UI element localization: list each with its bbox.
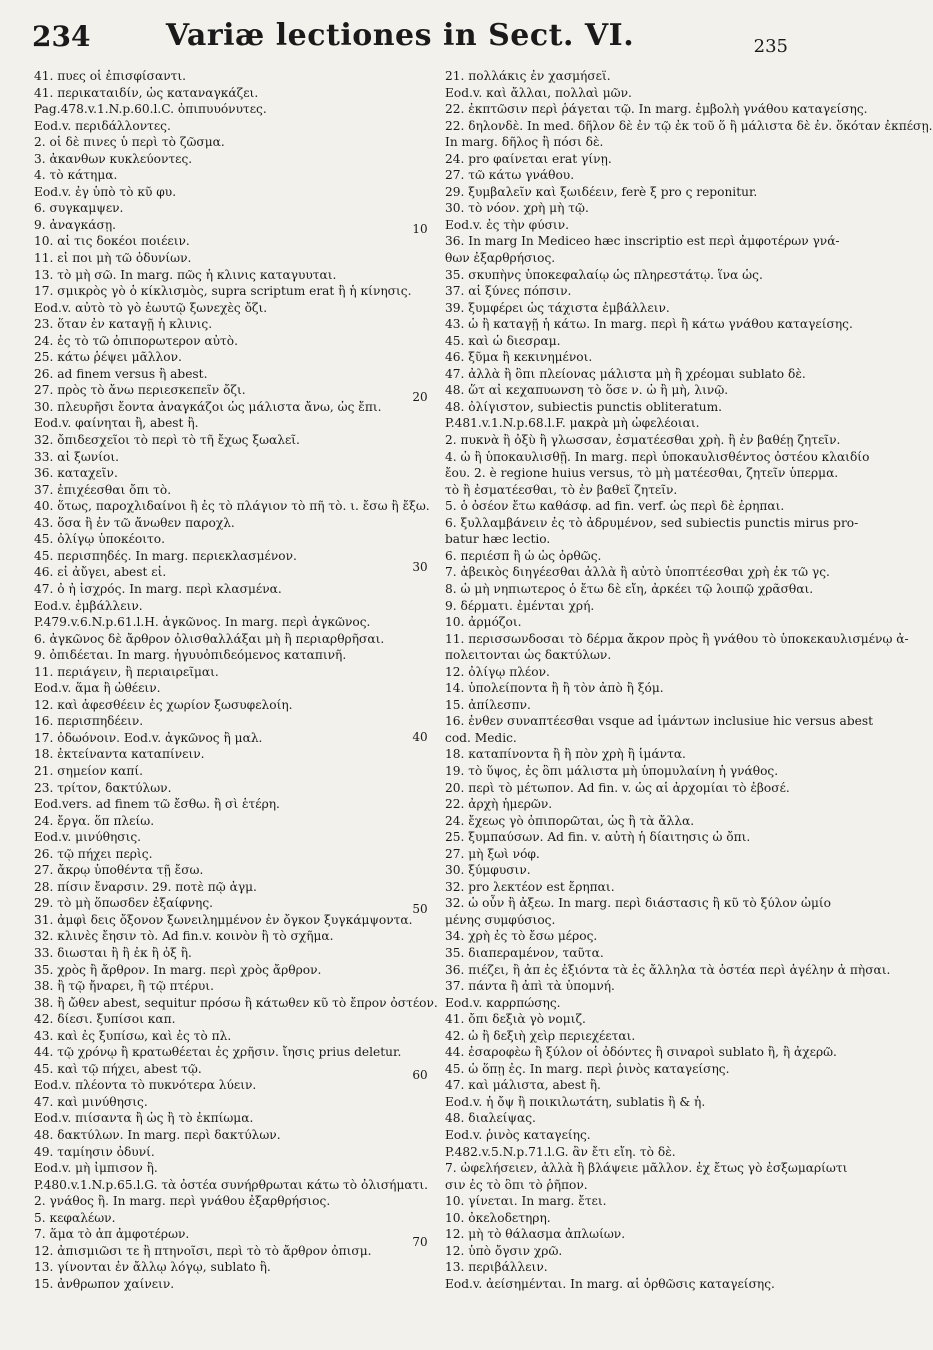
margin-line-number: 60 bbox=[412, 1068, 428, 1082]
text-line: batur hæc lectio. bbox=[445, 532, 551, 547]
text-line: 29. ξυμβαλεῖν καὶ ξωιδέειν, ferè ξ pro ς reponitur. bbox=[445, 184, 758, 199]
text-line: Eod.v. μὴ ἰμπισον ἢ. bbox=[34, 1161, 158, 1176]
text-line: 43. ὡ ἢ καταγῇ ἡ κάτω. In marg. περὶ ἢ κάτω γνάθου καταγείσης. bbox=[445, 317, 853, 332]
text-line: 25. κάτω ῥέψει μᾶλλον. bbox=[34, 350, 182, 365]
text-line: 16. ἐνθεν συναπτέεσθαι vsque ad ἱμάντων inclusiue hic versus abest bbox=[445, 714, 873, 729]
text-line: 6. ξυλλαμβάνειν ἐς τὸ ἀδρυμένον, sed subiectis punctis mirus pro- bbox=[445, 515, 859, 530]
text-line: 10. ὀκελοδετηρη. bbox=[445, 1210, 551, 1225]
text-line: 48. δακτύλων. In marg. περὶ δακτύλων. bbox=[34, 1128, 281, 1142]
text-line: μένης συμφύσιος. bbox=[445, 912, 556, 927]
text-line: 27. τῶ κάτω γνάθου. bbox=[445, 168, 575, 183]
text-line: 41. πυες οἱ ἐπισφίσαντι. bbox=[34, 69, 186, 83]
text-line: 10. γίνεται. In marg. ἔτει. bbox=[445, 1194, 607, 1209]
text-line: 46. εἰ ἀὔγει, abest εἰ. bbox=[34, 565, 167, 580]
text-line: 11. περιάγειν, ἢ περιαιρεῖμαι. bbox=[34, 664, 219, 679]
text-line: 24. ἔργα. ὅπ πλείω. bbox=[34, 813, 155, 828]
text-line: 21. σημείον καπί. bbox=[34, 763, 144, 778]
text-line: 6. περιέσπ ἢ ὡ ὡς ὀρθῶς. bbox=[445, 548, 602, 563]
text-line: 37. πάντα ἢ ἀπὶ τὰ ὑπομνή. bbox=[445, 979, 615, 994]
text-line: 22. δηλονδὲ. In med. δῆλον δὲ ἐν τῷ ἐκ τοῦ ὅ ἢ μάλιστα δὲ ἐν. ὅκόταν ἐκπέσῃ. bbox=[445, 118, 933, 133]
page-header bbox=[0, 0, 800, 72]
text-line: 41. περικαταιδίν, ὡς καταναγκάζει. bbox=[34, 85, 259, 100]
text-line: 21. πολλάκις ἐν χασμήσεϊ. bbox=[445, 69, 611, 83]
text-line: 43. ὅσα ἢ ἐν τῶ ἄνωθεν παροχλ. bbox=[34, 515, 235, 530]
text-line: 12. ὀλίγῳ πλέον. bbox=[445, 664, 550, 679]
text-line: Eod.v. ἀείσημένται. In marg. αἱ ὀρθῶσις καταγείσης. bbox=[445, 1276, 775, 1291]
text-line: 45. περισπηδές. In marg. περιεκλασμένον. bbox=[34, 548, 297, 563]
text-line: 48. ὥτ αἰ κεχαπυωνση τὸ ὅσε ν. ὡ ἢ μὴ, λινῷ. bbox=[445, 383, 729, 398]
text-line: ἔου. 2. è regione huius versus, τὸ μὴ ματέεσθαι, ζητεῖν ὑπερμα. bbox=[445, 466, 839, 481]
text-line: 2. οἱ δὲ πινες ὑ περὶ τὸ ζῶσμα. bbox=[34, 135, 225, 150]
text-line: 36. πιέζει, ἢ ἀπ ἐς ἐξιόντα τὰ ἐς ἄλληλα τὰ ὀστέα περὶ ἀγέλην ἀ πὴσαι. bbox=[445, 962, 891, 977]
text-line: 5. κεφαλέων. bbox=[34, 1210, 116, 1225]
margin-line-number: 70 bbox=[412, 1235, 428, 1249]
text-line: 35. διαπεραμένον, ταῦτα. bbox=[445, 945, 604, 960]
text-line: P.480.v.1.N.p.65.l.G. τὰ ὀστέα συνήρθρωται κάτω τὸ ὀλισήματι. bbox=[34, 1177, 429, 1192]
text-line: 38. ἢ ὤθεν abest, sequitur πρόσω ἢ κάτωθεν κῦ τὸ ἔπρον ὀστέον. bbox=[34, 995, 438, 1010]
text-line: 15. ἀνθρωπον χαίνειν. bbox=[34, 1276, 175, 1291]
text-line: Eod.v. αὐτὸ τὸ γὸ ἑωυτῷ ξωνεχὲς ὄζι. bbox=[34, 300, 268, 315]
text-line: 12. ὑπὸ ὄγσιν χρῶ. bbox=[445, 1243, 563, 1258]
text-line: 35. σκυπὴνς ὑποκεφαλαίῳ ὡς πληρεστάτῳ. ἵνα ὡς. bbox=[445, 267, 763, 282]
margin-line-number: 10 bbox=[412, 222, 428, 236]
text-line: 19. τὸ ὕψος, ἐς ὃπι μάλιστα μὴ ὑπομυλαίνη ἡ γνάθος. bbox=[445, 763, 779, 778]
text-line: 18. ἐκτείναντα καταπίνειν. bbox=[34, 747, 205, 762]
text-line: 49. ταμίησιν ὀδυνί. bbox=[34, 1144, 155, 1159]
text-line: Eod.v. καὶ ἄλλαι, πολλαὶ μῶν. bbox=[445, 85, 632, 100]
text-line: cod. Medic. bbox=[445, 730, 517, 745]
text-line: 8. ὡ μὴ νηπιωτερος ὁ ἔτω δὲ εἴη, ἀρκέει τῷ λοιπῷ χρᾶσθαι. bbox=[445, 581, 814, 596]
margin-line-number: 20 bbox=[412, 390, 428, 404]
text-line: 42. δίεσι. ξυπίσοι καπ. bbox=[34, 1012, 176, 1027]
text-line: 27. μὴ ξωὶ νόφ. bbox=[445, 846, 540, 861]
text-line: 45. ὀλίγῳ ὑποκέοιτο. bbox=[34, 532, 165, 547]
text-line: 32. pro λεκτέον est ἔρηπαι. bbox=[445, 879, 615, 894]
text-line: 42. ὡ ἢ δεξιὴ χεὶρ περιεχέεται. bbox=[445, 1028, 636, 1043]
text-line: 41. ὄπι δεξιὰ γὸ νομιζ. bbox=[445, 1012, 586, 1027]
text-line: 12. μὴ τὸ θάλασμα ἀπλωίων. bbox=[445, 1227, 626, 1242]
text-line: Pag.478.v.1.N.p.60.l.C. ὀπιπυυόνυτες. bbox=[34, 102, 267, 117]
text-line: 24. ἐς τὸ τῶ ὀπιπορωτερον αὐτὸ. bbox=[34, 333, 239, 348]
text-line: 11. περισσωνδοσαι τὸ δέρμα ἄκρον πρὸς ἢ γνάθου τὸ ὑποκεκαυλισμένῳ ἀ- bbox=[445, 631, 909, 646]
text-line: 25. ξυμπαύσων. Ad fin. v. αὐτὴ ἡ δίαιτησις ὡ ὄπι. bbox=[445, 830, 751, 845]
text-line: 28. πίσιν ἔναρσιν. 29. ποτὲ πῷ ἀγμ. bbox=[34, 879, 257, 894]
text-line: 13. περιβάλλειν. bbox=[445, 1260, 548, 1275]
text-line: τὸ ἢ ἐσματέεσθαι, τὸ ἐν βαθεῖ ζητεῖν. bbox=[445, 482, 678, 497]
text-line: 3. ἀκανθων κυκλεύοντες. bbox=[34, 151, 193, 166]
text-line: 45. καὶ ὡ διεσραμ. bbox=[445, 333, 561, 348]
text-line: 6. ἀγκῶνος δὲ ἄρθρον ὀλισθαλλάξαι μὴ ἢ περιαρθρῆσαι. bbox=[34, 631, 385, 646]
text-line: 36. καταχεῖν. bbox=[34, 466, 118, 481]
text-line: 17. ὀδωόνοιν. Eod.v. ἀγκῶνος ἢ μαλ. bbox=[34, 730, 263, 745]
text-line: 13. τὸ μὴ σῶ. In marg. πῶς ἡ κλινις καταγυυται. bbox=[34, 267, 337, 282]
text-line: 9. δέρματι. ἐμένται χρή. bbox=[445, 598, 595, 613]
text-line: 29. τὸ μὴ ὅπωσδεν ἐξαίφνης. bbox=[34, 896, 214, 911]
text-line: 48. διαλείψας. bbox=[445, 1111, 536, 1126]
text-line: 32. ὡ οὖν ἢ ἀξεω. In marg. περὶ διάστασις ἢ κῦ τὸ ξύλον ὠμίο bbox=[445, 896, 832, 911]
text-line: 46. ξῦμα ἢ κεκινημένοι. bbox=[445, 350, 593, 365]
text-line: 9. ὀπιδέεται. In marg. ἡγυυὀπιδεόμενος καταπινῆ. bbox=[34, 648, 347, 663]
text-line: 27. ἄκρῳ ὑποθέντα τῇ ἔσω. bbox=[34, 863, 204, 878]
text-line: 32. κλινὲς ἔησιν τὸ. Ad fin.v. κοινὸν ἢ τὸ σχῆμα. bbox=[34, 929, 334, 944]
text-line: In marg. δῆλος ἢ πόσι δὲ. bbox=[445, 135, 604, 150]
text-line: 5. ὁ ὀσέον ἔτω καθάσφ. ad fin. verf. ὡς περὶ δὲ ἐρηπαι. bbox=[445, 499, 785, 514]
text-line: 24. pro φαίνεται erat γίνῃ. bbox=[445, 151, 612, 166]
text-line: 13. γίνονται ἐν ἄλλῳ λόγῳ, sublato ἢ. bbox=[34, 1260, 271, 1275]
text-line: 39. ξυμφέρει ὡς τάχιστα ἐμβάλλειν. bbox=[445, 300, 670, 315]
text-line: 38. ἢ τῷ ἤναρει, ἢ τῷ πτέρυι. bbox=[34, 979, 214, 994]
right-column bbox=[445, 68, 933, 1292]
text-line: 37. ἐπιχέεσθαι ὄπι τὸ. bbox=[34, 482, 172, 497]
text-line: 31. ἀμφὶ δεις ὄξονον ξωνειλημμένον ἐν ὄγκον ξυγκάμψοντα. bbox=[34, 912, 413, 927]
text-line: 47. ἀλλὰ ἢ ὃπι πλείονας μάλιστα μὴ ἢ χρέομαι sublato δὲ. bbox=[445, 366, 806, 381]
page-number-right: 235 bbox=[753, 36, 788, 57]
text-line: 24. ἔχεως γὸ ὀπιπορῶται, ὡς ἢ τὰ ἄλλα. bbox=[445, 813, 695, 828]
text-line: 23. ὅταν ἐν καταγῇ ἡ κλινις. bbox=[34, 317, 213, 332]
text-line: 2. πυκνὰ ἢ ὀξὺ ἢ γλωσσαν, ἐσματέεσθαι χρὴ. ἢ ἐν βαθέῃ ζητεῖν. bbox=[445, 433, 841, 448]
text-line: 22. ἐκπτῶσιν περὶ ῥάγεται τῷ. In marg. ἐμβολὴ γνάθου καταγείσης. bbox=[445, 102, 868, 117]
text-line: θων ἐξαρθρήσιος. bbox=[445, 251, 556, 266]
text-line: 18. καταπίνοντα ἢ ἢ πὸν χρὴ ἢ ἱμάντα. bbox=[445, 747, 686, 762]
margin-line-number: 40 bbox=[412, 730, 428, 744]
text-line: 48. ὀλίγιστον, subiectis punctis obliteratum. bbox=[445, 399, 723, 414]
text-line: Eod.v. ἐγ ὑπὸ τὸ κῦ φυ. bbox=[34, 184, 177, 199]
text-line: Eod.v. ἐς τὴν φύσιν. bbox=[445, 217, 569, 232]
text-line: 16. περισπηδέειν. bbox=[34, 714, 144, 729]
text-line: 36. In marg In Mediceo hæc inscriptio est περὶ ἀμφοτέρων γνά- bbox=[445, 234, 840, 249]
margin-line-number: 30 bbox=[412, 560, 428, 574]
text-line: 4. τὸ κάτημα. bbox=[34, 168, 118, 183]
text-line: 30. ξύμφυσιν. bbox=[445, 863, 531, 878]
text-line: 15. ἀπίλεσπν. bbox=[445, 697, 531, 712]
text-line: Eod.v. ῥινὸς καταγείης. bbox=[445, 1128, 591, 1142]
text-line: 33. αἰ ξωνίοι. bbox=[34, 449, 119, 464]
text-line: Eod.vers. ad finem τῶ ἔσθω. ἢ σὶ ἑτέρη. bbox=[34, 797, 280, 812]
text-line: 34. χρὴ ἐς τὸ ἔσω μέρος. bbox=[445, 929, 598, 944]
text-line: P.481.v.1.N.p.68.l.F. μακρὰ μὴ ὠφελέοιαι. bbox=[445, 416, 700, 431]
text-line: 44. ἐσαροφὲω ἢ ξύλον οἱ ὀδόντες ἢ σιναροὶ sublato ἢ, ἢ ἀχερῶ. bbox=[445, 1045, 837, 1060]
text-line: 9. ἀναγκάσῃ. bbox=[34, 217, 116, 232]
text-line: σιν ἐς τὸ ὃπι τὸ ῥῆπον. bbox=[445, 1177, 588, 1192]
text-line: 23. τρίτον, δακτύλων. bbox=[34, 780, 172, 795]
text-line: 4. ὡ ἢ ὑποκαυλισθῇ. In marg. περὶ ὑποκαυλισθέντος ὀστέου κλαιδίο bbox=[445, 449, 870, 464]
text-line: P.479.v.6.N.p.61.l.H. ἀγκῶνος. In marg. περὶ ἀγκῶνος. bbox=[34, 615, 371, 630]
text-line: 26. τῷ πήχει περὶς. bbox=[34, 846, 153, 861]
text-line: 47. καὶ μάλιστα, abest ἢ. bbox=[445, 1078, 601, 1093]
text-line: 12. καὶ ἀφεσθέειν ἐς χωρίον ξωσυφελοίη. bbox=[34, 697, 293, 712]
text-line: Eod.v. πλέοντα τὸ πυκνότερα λύειν. bbox=[34, 1078, 257, 1093]
text-line: 37. αἱ ξύνες πόπσιν. bbox=[445, 284, 572, 299]
text-line: 33. διωσται ἢ ἢ ἐκ ἢ ὀξ ἢ. bbox=[34, 945, 192, 960]
text-line: Eod.v. μινύθησις. bbox=[34, 830, 142, 845]
text-line: 7. ἀβεικὸς διηγέεσθαι ἀλλὰ ἢ αὐτὸ ὑποπτέεσθαι χρὴ ἐκ τῶ γς. bbox=[445, 565, 830, 580]
text-line: 45. ὡ ὅπῃ ἐς. In marg. περὶ ῥινὸς καταγείσης. bbox=[445, 1061, 730, 1076]
text-line: Eod.v. ἐμβάλλειν. bbox=[34, 598, 143, 613]
page-number-left: 234 bbox=[32, 20, 91, 53]
text-line: 26. ad finem versus ἢ abest. bbox=[34, 366, 208, 381]
text-line: 35. χρὸς ἢ ἄρθρον. In marg. περὶ χρὸς ἄρθρον. bbox=[34, 962, 322, 977]
text-line: 14. ὑπολείποντα ἢ ἢ τὸν ἀπὸ ἢ ξόμ. bbox=[445, 681, 664, 696]
text-line: 17. σμικρὸς γὸ ὁ κίκλισμὸς, supra scriptum erat ἢ ἡ κίνησις. bbox=[34, 284, 412, 299]
text-line: 7. ὠφελήσειεν, ἀλλὰ ἢ βλάψειε μᾶλλον. ἐχ ἔτως γὸ ἐσξωμαρίωτι bbox=[445, 1161, 848, 1176]
text-line: 7. ἅμα τὸ ἀπ ἀμφοτέρων. bbox=[34, 1227, 190, 1242]
text-line: Eod.v. φαίνηται ἢ, abest ἢ. bbox=[34, 416, 199, 431]
text-line: πολειτονται ὡς δακτύλων. bbox=[445, 648, 612, 663]
text-line: 2. γνάθος ἢ. In marg. περὶ γνάθου ἐξαρθρήσιος. bbox=[34, 1194, 331, 1209]
text-line: 12. ἀπισμιῶσι τε ἢ πτηνοῖσι, περὶ τὸ τὸ ἄρθρον ὀπισμ. bbox=[34, 1243, 372, 1258]
text-line: Eod.v. πιίσαντα ἢ ὡς ἢ τὸ ἐκπίωμα. bbox=[34, 1111, 254, 1126]
text-line: 20. περὶ τὸ μέτωπον. Ad fin. v. ὡς αἱ ἀρχομίαι τὸ ἐβοσέ. bbox=[445, 780, 790, 795]
text-line: Eod.v. ἅμα ἢ ὠθέειν. bbox=[34, 681, 161, 696]
text-line: 10. αἰ τις δοκέοι ποιέειν. bbox=[34, 234, 190, 249]
text-line: 22. ἀρχὴ ἡμερῶν. bbox=[445, 797, 553, 812]
text-line: Eod.v. περιδάλλοντες. bbox=[34, 118, 171, 133]
text-line: 40. ὅτως, παροχλιδαίνοι ἢ ἐς τὸ πλάγιον τὸ πῆ τὸ. ι. ἔσω ἢ ἔξω. bbox=[34, 499, 430, 514]
page-title: Variæ lectiones in Sect. VI. bbox=[165, 18, 635, 53]
text-line: 27. πρὸς τὸ ἄνω περιεσκεπεῖν ὄζι. bbox=[34, 383, 246, 398]
text-line: Eod.v. ἡ ὄψ ἢ ποικιλωτάτη, sublatis ἢ & ἡ. bbox=[445, 1094, 706, 1109]
text-line: 10. ἀρμόζοι. bbox=[445, 615, 522, 630]
text-line: Eod.v. καρρπώσης. bbox=[445, 995, 561, 1010]
text-line: 11. εἰ ποι μὴ τῶ ὀδυνίων. bbox=[34, 251, 192, 266]
text-line: 32. ὄπιδεσχεῖοι τὸ περὶ τὸ τῆ ἔχως ξωαλεῖ. bbox=[34, 433, 300, 448]
text-line: 47. ὀ ἠ ἰσχρός. In marg. περὶ κλασμένα. bbox=[34, 581, 282, 596]
text-line: 45. καὶ τῷ πήχει, abest τῷ. bbox=[34, 1061, 202, 1076]
text-line: 6. συγκαμψεν. bbox=[34, 201, 124, 216]
text-line: 44. τῷ χρόνῳ ἢ κρατωθέεται ἐς χρῆσιν. ἴησις prius deletur. bbox=[34, 1045, 402, 1060]
text-line: 43. καὶ ἐς ξυπίσω, καὶ ἐς τὸ πλ. bbox=[34, 1028, 232, 1043]
margin-line-number: 50 bbox=[412, 902, 428, 916]
text-line: 30. τὸ νόον. χρὴ μὴ τῷ. bbox=[445, 201, 589, 216]
text-line: 47. καὶ μινύθησις. bbox=[34, 1094, 148, 1109]
text-line: 30. πλευρῆσι ἔοντα ἀναγκάζοι ὡς μάλιστα ἄνω, ὡς ἔπι. bbox=[34, 399, 382, 414]
text-line: P.482.v.5.N.p.71.l.G. ἂν ἔτι εἴη. τὸ δὲ. bbox=[445, 1144, 676, 1159]
